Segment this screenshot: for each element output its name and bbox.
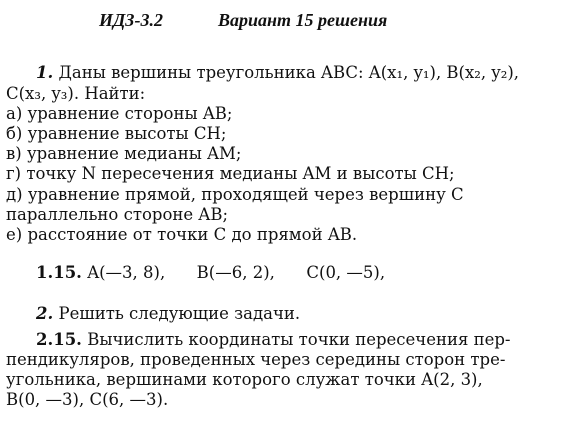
task1-item-e: е) расстояние от точки C до прямой AB.: [6, 225, 358, 244]
problem-line4: B(0, —3), C(6, —3).: [6, 390, 169, 409]
problem-line1: [36, 331, 511, 349]
variant-points: A(—3, 8), B(—6, 2), C(0, —5),: [87, 263, 386, 282]
header: [0, 10, 577, 34]
task1-item-b: б) уравнение высоты CH;: [6, 124, 227, 143]
problem-text-line1: Вычислить координаты точки пересечения пер-: [87, 330, 511, 349]
task2-line: [36, 305, 300, 323]
task1-item-g: г) точку N пересечения медианы AM и высоты CH;: [6, 164, 455, 183]
task1-intro-line2: C(x₃, y₃). Найти:: [6, 84, 146, 103]
variant-title: Вариант 15 решения: [218, 10, 388, 30]
problem-line3: угольника, вершинами которого служат точки A(2, 3),: [6, 370, 483, 389]
problem-number: 2.15.: [36, 330, 82, 349]
variant-number: 1.15.: [36, 263, 82, 282]
variant-data-line: [36, 264, 385, 282]
task1-intro-text: Даны вершины треугольника ABC: A(x₁, y₁), B(x₂, y₂),: [58, 63, 520, 82]
assignment-title: ИДЗ-3.2: [99, 10, 163, 30]
task1-intro-line1: [36, 64, 519, 82]
problem-line2: пендикуляров, проведенных через середины сторон тре-: [6, 350, 506, 369]
task1-item-d-cont: параллельно стороне AB;: [6, 205, 229, 224]
task1-item-d: д) уравнение прямой, проходящей через вершину C: [6, 185, 464, 204]
task1-item-v: в) уравнение медианы AM;: [6, 144, 242, 163]
task1-number: 1.: [36, 63, 54, 82]
task2-number: 2.: [36, 304, 54, 323]
task2-text: Решить следующие задачи.: [58, 304, 301, 323]
task1-item-a: а) уравнение стороны AB;: [6, 104, 233, 123]
